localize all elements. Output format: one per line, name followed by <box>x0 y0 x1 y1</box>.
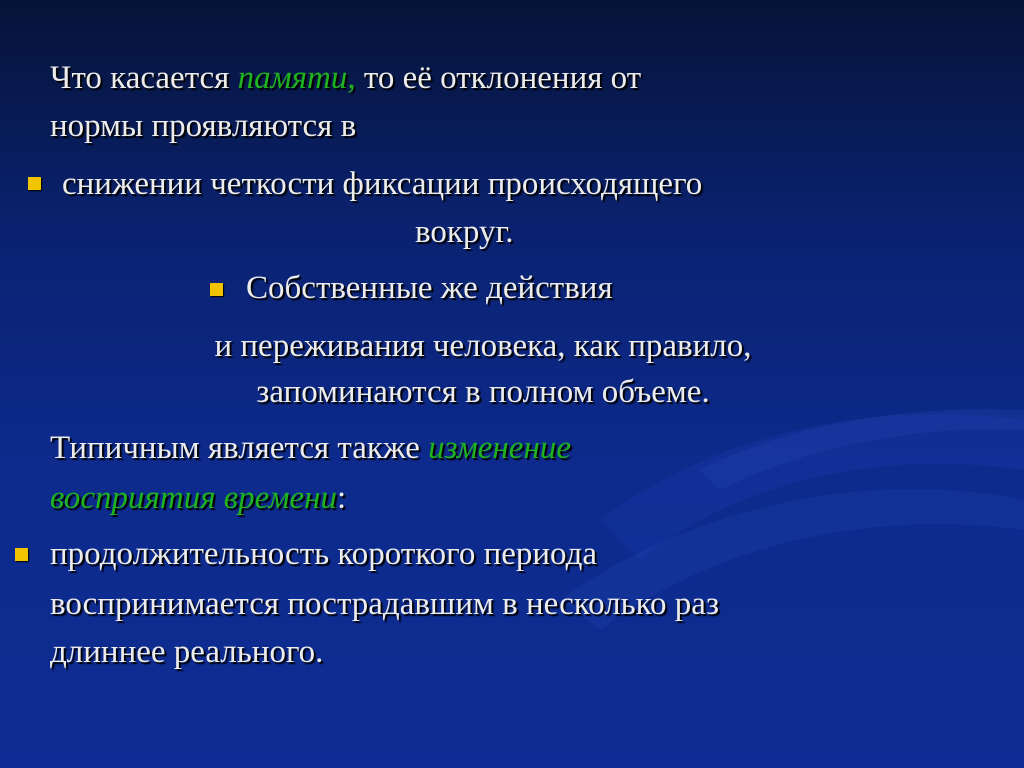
paragraph-duration-line2: воспринимается пострадавшим в несколько раз <box>50 586 719 622</box>
paragraph-memory <box>50 52 641 104</box>
paragraph-duration-line1: продолжительность короткого периода <box>50 536 598 572</box>
paragraph-fixation-line1: снижении четкости фиксации происходящего <box>62 166 703 202</box>
bullet-square-icon <box>28 177 41 190</box>
paragraph-duration-line3: длиннее реального. <box>50 634 324 670</box>
paragraph-own-actions: Собственные же действия <box>246 270 613 306</box>
p5-text-before: Типичным является также <box>50 430 429 466</box>
p5-highlight-time: восприятия времени <box>50 480 338 516</box>
paragraph-time-perception-line2 <box>50 472 346 524</box>
paragraph-fixation-line2: вокруг. <box>415 214 514 250</box>
p5-highlight-change: изменение <box>428 430 571 466</box>
p5-colon: : <box>337 480 347 516</box>
p1-highlight-memory: памяти, <box>237 60 356 96</box>
p1-text-before: Что касается <box>50 60 238 96</box>
p1-text-after: то её отклонения от <box>355 60 642 96</box>
bullet-square-icon <box>210 283 223 296</box>
paragraph-time-perception <box>50 422 571 474</box>
bullet-square-icon <box>15 548 28 561</box>
paragraph-experiences-line2: запоминаются в полном объеме. <box>256 374 710 410</box>
paragraph-memory-line2: нормы проявляются в <box>50 108 357 144</box>
paragraph-experiences-line1: и переживания человека, как правило, <box>214 328 752 364</box>
